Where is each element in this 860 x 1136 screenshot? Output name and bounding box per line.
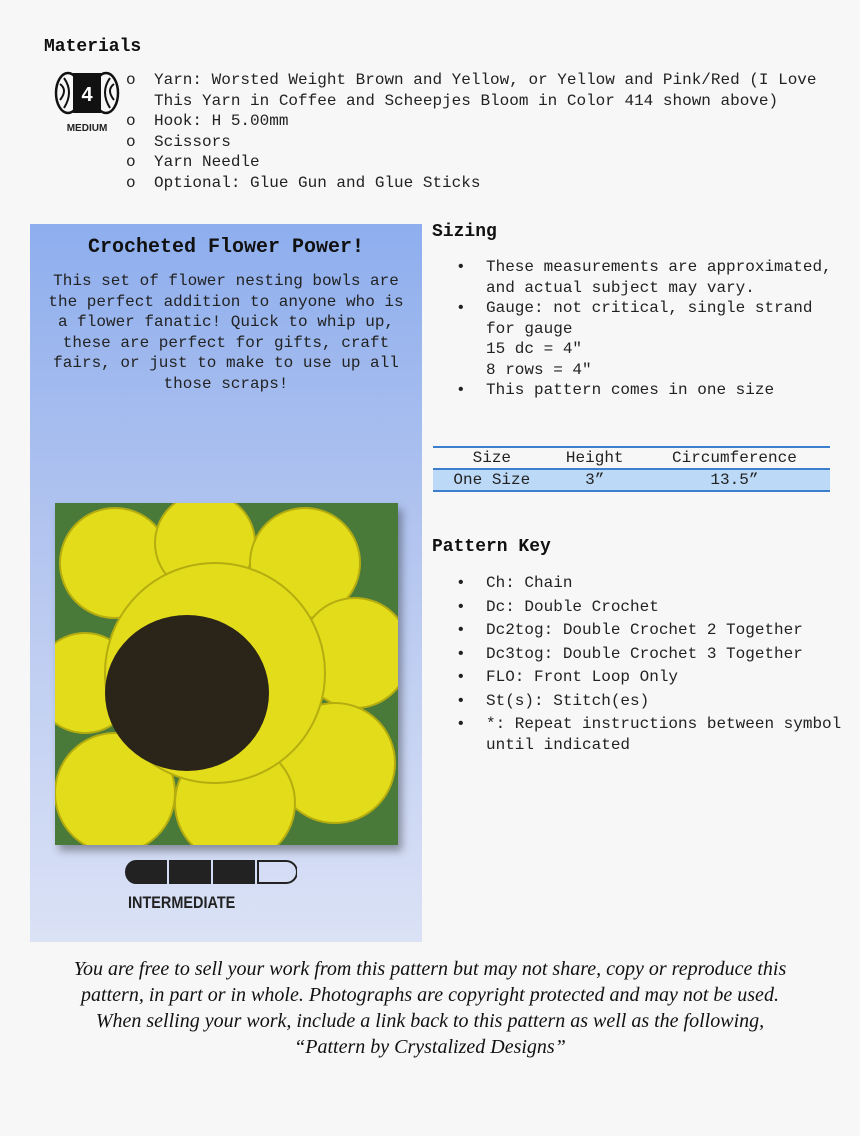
list-item: • These measurements are approximated, and actual subject may vary.: [456, 258, 832, 297]
yarn-weight-label: MEDIUM: [66, 123, 108, 134]
skill-segment-filled: [214, 861, 254, 883]
list-item: o Scissors: [126, 132, 231, 151]
skill-level-indicator: [125, 860, 297, 913]
list-item: • Ch: Chain: [456, 574, 573, 592]
sizing-table: [433, 446, 830, 492]
copyright-notice: You are free to sell your work from this pattern but may not share, copy or reproduce this pattern, in part or in whole. Photographs are copyright protected and may not be used. When selling your work, include a link back to this pattern as well as the following, “Pattern by Crystalized Designs”: [73, 958, 787, 1058]
pattern-key-list: [432, 573, 842, 755]
sunflower-photo: [55, 503, 398, 845]
table-header: Height: [565, 449, 624, 467]
skill-level-label: INTERMEDIATE: [128, 893, 236, 912]
pattern-key-heading: Pattern Key: [432, 537, 551, 557]
sizing-heading: Sizing: [432, 222, 497, 242]
list-item: • Gauge: not critical, single strand for gauge 15 dc = 4" 8 rows = 4": [456, 299, 813, 379]
table-header: Circumference: [672, 449, 797, 467]
list-item: • Dc: Double Crochet: [456, 597, 659, 616]
list-item: • Dc2tog: Double Crochet 2 Together: [456, 621, 803, 639]
list-item: o Hook: H 5.00mm: [126, 112, 289, 130]
list-item: o Optional: Glue Gun and Glue Sticks: [126, 173, 481, 192]
table-header: Size: [472, 449, 512, 467]
panel-title: Crocheted Flower Power!: [87, 236, 365, 259]
yarn-weight-icon: [54, 70, 120, 132]
panel-description: This set of flower nesting bowls are the perfect addition to anyone who is a flower fanatic! Quick to whip up, these are perfect for gifts, craft fairs, or just to make to use up all those scraps!: [48, 272, 404, 393]
list-item: • St(s): Stitch(es): [456, 691, 650, 710]
list-item: • Dc3tog: Double Crochet 3 Together: [456, 644, 803, 663]
skill-segment-empty: [258, 861, 297, 883]
list-item: • FLO: Front Loop Only: [456, 668, 679, 686]
list-item: o Yarn Needle: [126, 153, 260, 171]
table-row: One Size 3” 13.5”: [433, 469, 830, 491]
list-item: • This pattern comes in one size: [456, 381, 775, 399]
skill-segment-filled: [126, 861, 166, 883]
list-item: • *: Repeat instructions between symbol until indicated: [456, 715, 842, 754]
yarn-weight-number: 4: [81, 84, 93, 106]
intro-panel: [30, 224, 422, 942]
sizing-list: [432, 257, 842, 401]
list-item: o Yarn: Worsted Weight Brown and Yellow, or Yellow and Pink/Red (I Love This Yarn in Coffee and Scheepjes Bloom in Color 414 shown above): [126, 71, 817, 110]
skill-segment-filled: [170, 861, 210, 883]
materials-heading: Materials: [44, 37, 142, 57]
materials-list: [126, 70, 826, 193]
